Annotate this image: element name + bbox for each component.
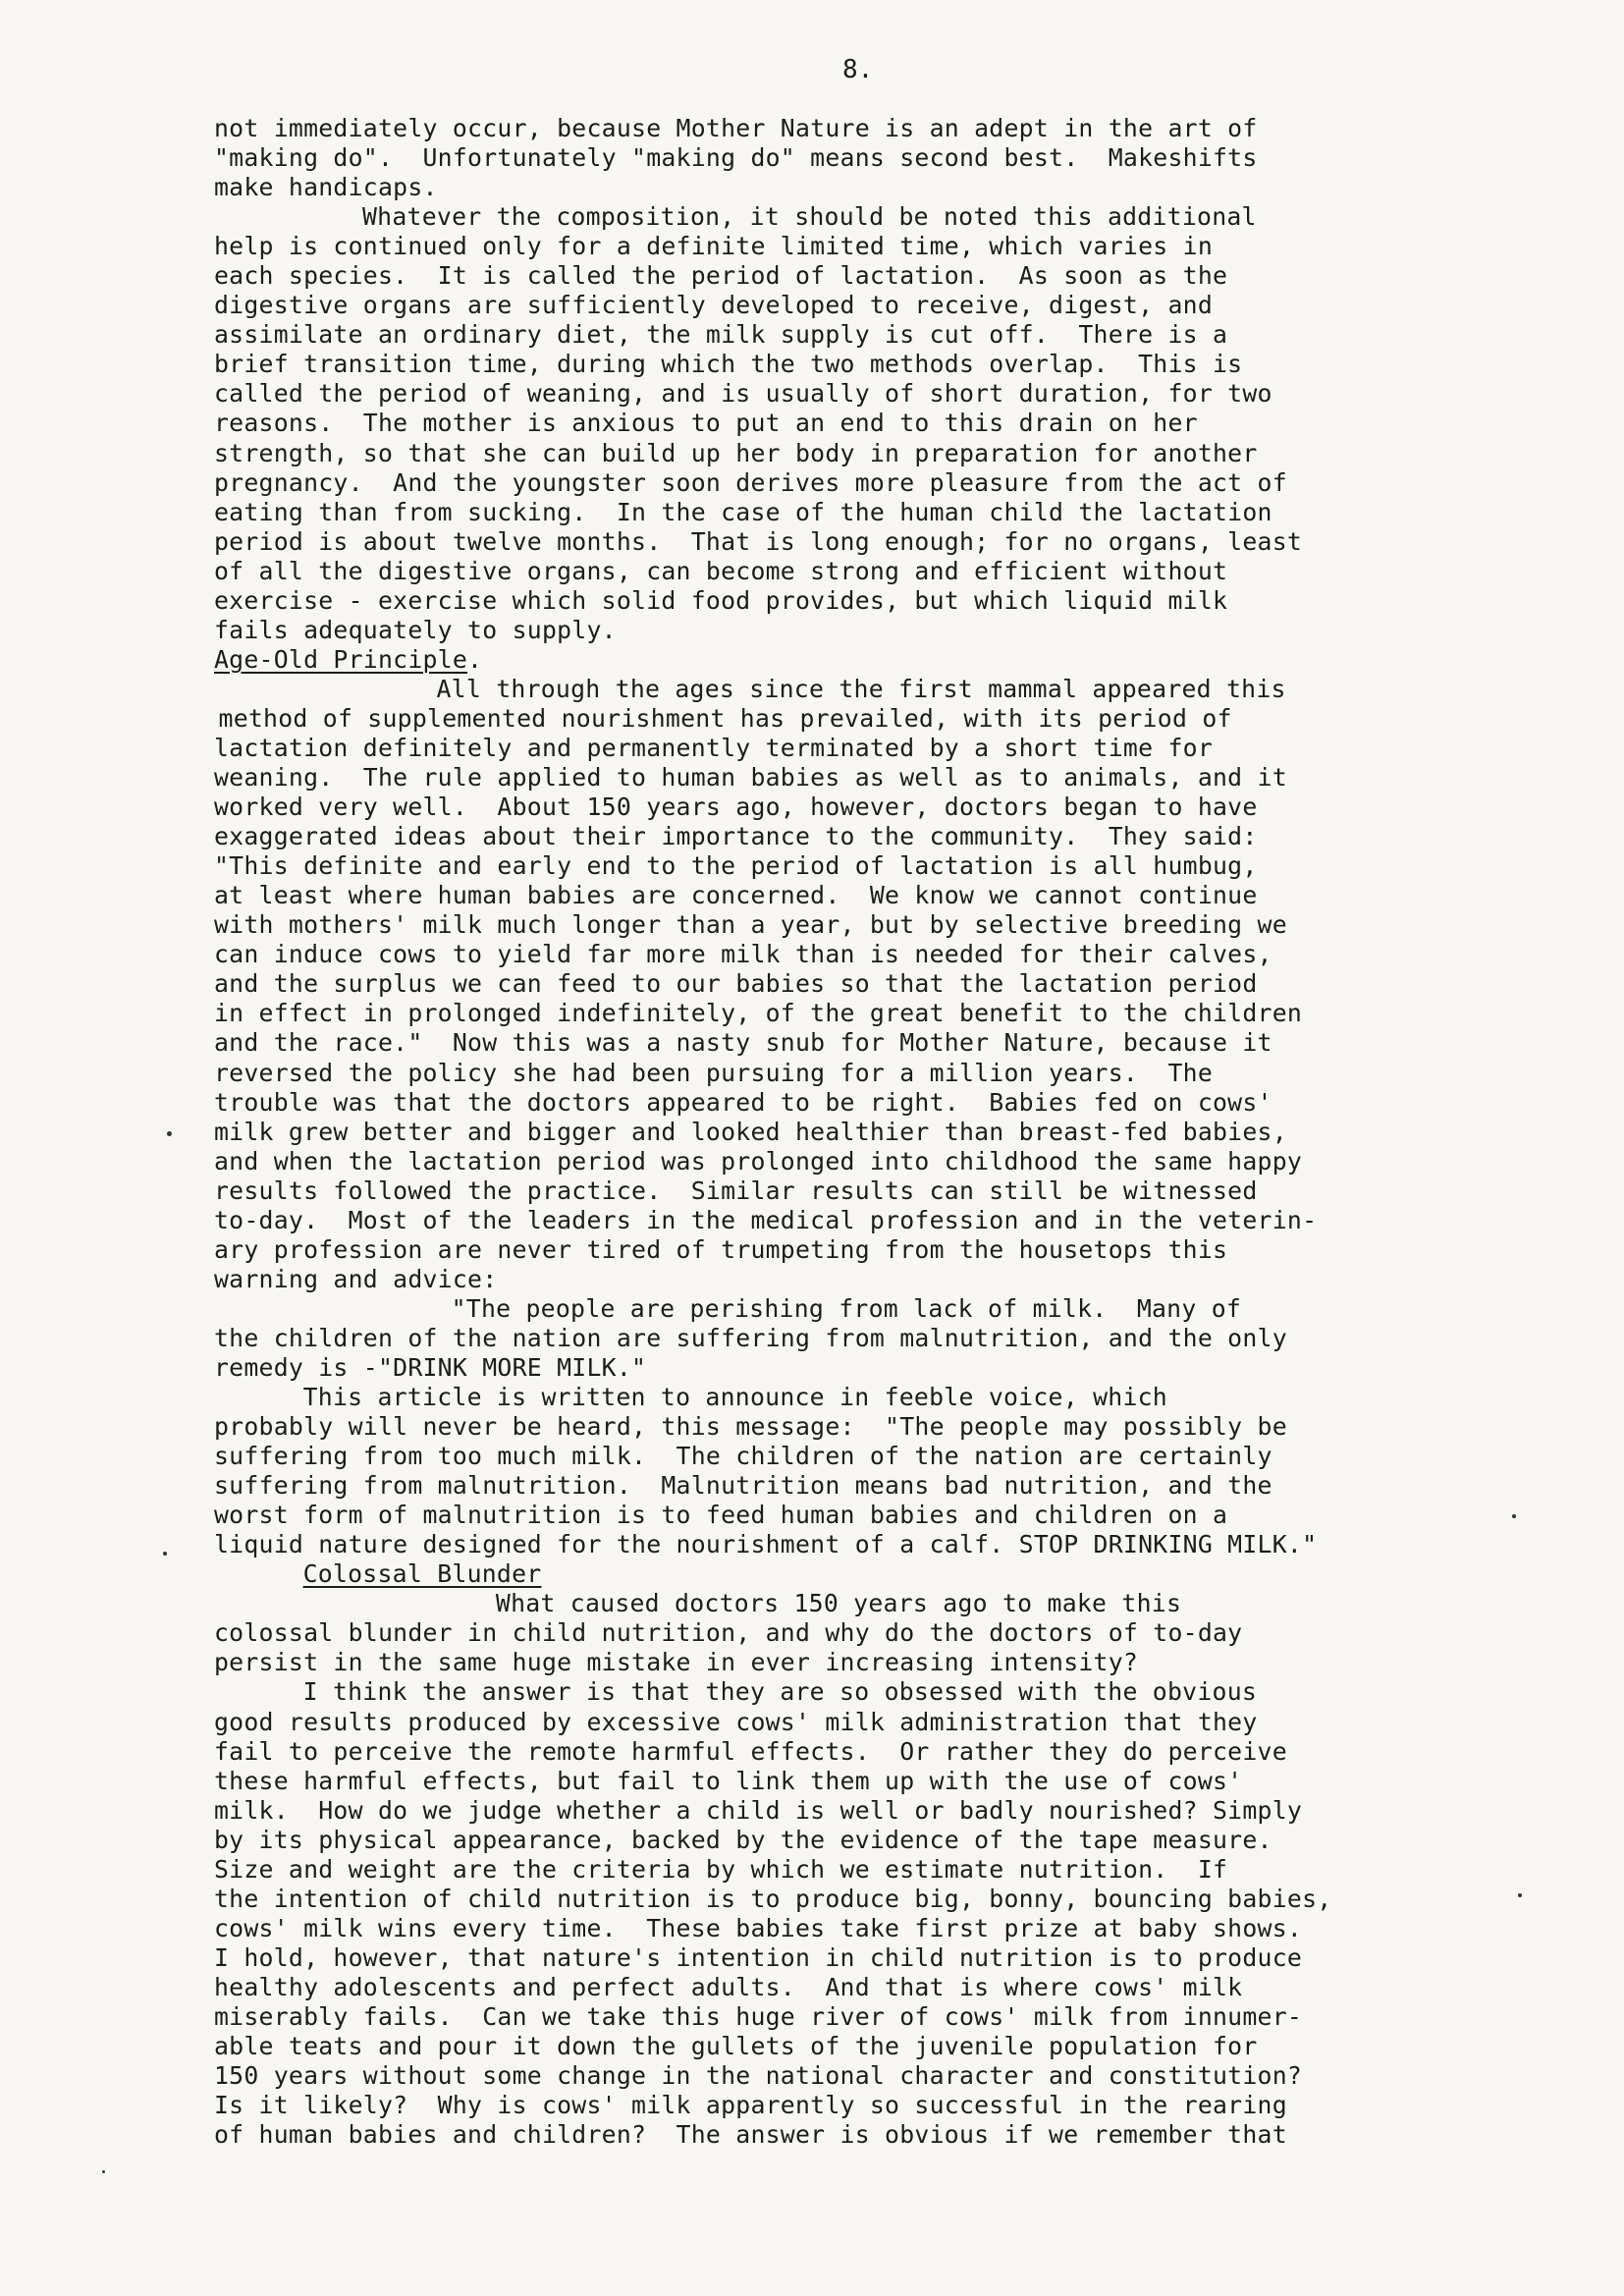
text-line: the children of the nation are suffering from malnutrition, and the only (214, 1323, 1287, 1352)
text-line: and the surplus we can feed to our babies so that the lactation period (214, 969, 1258, 999)
text-line: each species. It is called the period of lactation. As soon as the (214, 261, 1228, 291)
text-line: weaning. The rule applied to human babies as well as to animals, and it (214, 763, 1287, 793)
text-line: brief transition time, during which the two methods overlap. This is (214, 350, 1243, 379)
text-line: Size and weight are the criteria by which we estimate nutrition. If (214, 1854, 1228, 1884)
text-line: exercise - exercise which solid food provides, but which liquid milk (214, 585, 1228, 615)
text-line: digestive organs are sufficiently developed to receive, digest, and (214, 291, 1213, 320)
text-line: suffering from malnutrition. Malnutrition means bad nutrition, and the (214, 1471, 1272, 1501)
text-line: able teats and pour it down the gullets of the juvenile population for (214, 2032, 1258, 2061)
text-line: by its physical appearance, backed by the evidence of the tape measure. (214, 1825, 1272, 1854)
text-line: healthy adolescents and perfect adults. And that is where cows' milk (214, 1972, 1243, 2001)
text-line: results followed the practice. Similar results can still be witnessed (214, 1175, 1258, 1205)
heading-text: Colossal Blunder (302, 1559, 542, 1589)
text-line: remedy is -"DRINK MORE MILK." (214, 1352, 647, 1382)
heading-text: Age-Old Principle (214, 644, 468, 674)
text-line: ary profession are never tired of trumpeting from the housetops this (214, 1234, 1228, 1264)
text-line: lactation definitely and permanently terminated by a short time for (214, 733, 1213, 762)
text-line: of all the digestive organs, can become strong and efficient without (214, 556, 1228, 585)
text-line: 150 years without some change in the national character and constitution? (214, 2061, 1303, 2091)
text-line: This article is written to announce in feeble voice, which (302, 1383, 1167, 1412)
text-line: "making do". Unfortunately "making do" means second best. Makeshifts (214, 143, 1258, 173)
scan-speck (167, 1131, 172, 1136)
text-line: colossal blunder in child nutrition, and why do the doctors of to-day (214, 1618, 1243, 1648)
text-line: strength, so that she can build up her body in preparation for another (214, 438, 1258, 467)
text-line: milk grew better and bigger and looked healthier than breast-fed babies, (214, 1117, 1287, 1146)
text-line: What caused doctors 150 years ago to make this (495, 1589, 1182, 1618)
text-line: and when the lactation period was prolonged into childhood the same happy (214, 1146, 1303, 1175)
text-line: exaggerated ideas about their importance to the community. They said: (214, 822, 1258, 851)
text-line: with mothers' milk much longer than a year, but by selective breeding we (214, 910, 1287, 940)
text-line: worst form of malnutrition is to feed human babies and children on a (214, 1501, 1228, 1530)
text-line: these harmful effects, but fail to link them up with the use of cows' (214, 1766, 1243, 1795)
scan-speck (1512, 1514, 1516, 1518)
text-line: probably will never be heard, this message: "The people may possibly be (214, 1412, 1287, 1442)
text-line: at least where human babies are concerned. We know we cannot continue (214, 881, 1258, 910)
text-line: I hold, however, that nature's intention in child nutrition is to produce (214, 1942, 1303, 1972)
text-line: trouble was that the doctors appeared to be right. Babies fed on cows' (214, 1087, 1272, 1117)
text-line: "This definite and early end to the period of lactation is all humbug, (214, 851, 1258, 881)
text-line: assimilate an ordinary diet, the milk supply is cut off. There is a (214, 320, 1228, 350)
text-line: not immediately occur, because Mother Nature is an adept in the art of (214, 114, 1258, 142)
text-line: miserably fails. Can we take this huge river of cows' milk from innumer- (214, 2002, 1303, 2031)
text-line: can induce cows to yield far more milk than is needed for their calves, (214, 940, 1272, 969)
text-line: Whatever the composition, it should be noted this additional (362, 202, 1257, 232)
text-line: warning and advice: (214, 1264, 498, 1293)
text-line: Is it likely? Why is cows' milk apparently so successful in the rearing (214, 2091, 1287, 2120)
text-line: called the period of weaning, and is usually of short duration, for two (214, 379, 1272, 409)
text-line: in effect in prolonged indefinitely, of the great benefit to the children (214, 999, 1303, 1028)
text-line: to-day. Most of the leaders in the medical profession and in the veterin- (214, 1205, 1318, 1234)
heading-suffix: . (467, 644, 483, 674)
scan-speck (1518, 1893, 1522, 1897)
text-line: worked very well. About 150 years ago, however, doctors began to have (214, 793, 1258, 822)
text-line: reasons. The mother is anxious to put an end to this drain on her (214, 409, 1198, 438)
text-line: reversed the policy she had been pursuing for a million years. The (214, 1058, 1213, 1087)
text-line: persist in the same huge mistake in ever increasing intensity? (214, 1648, 1139, 1677)
text-line: eating than from sucking. In the case of the human child the lactation (214, 497, 1272, 526)
scan-speck (163, 1552, 167, 1556)
page-number: 8. (842, 55, 874, 84)
text-line: liquid nature designed for the nourishment of a calf. STOP DRINKING MILK." (214, 1530, 1318, 1559)
text-line: method of supplemented nourishment has prevailed, with its period of (218, 703, 1232, 733)
section-heading (214, 1559, 1549, 1589)
text-line: period is about twelve months. That is long enough; for no organs, least (214, 526, 1303, 556)
text-line: All through the ages since the first mammal appeared this (436, 674, 1286, 703)
scan-speck (102, 2170, 105, 2173)
text-line: of human babies and children? The answer is obvious if we remember that (214, 2120, 1287, 2150)
text-line: fail to perceive the remote harmful effects. Or rather they do perceive (214, 1736, 1287, 1766)
text-line: and the race." Now this was a nasty snub for Mother Nature, because it (214, 1028, 1272, 1058)
text-line: cows' milk wins every time. These babies take first prize at baby shows. (214, 1913, 1303, 1942)
section-heading (214, 645, 1549, 675)
document-body (214, 114, 1549, 2150)
text-line: I think the answer is that they are so obsessed with the obvious (302, 1677, 1258, 1707)
text-line: the intention of child nutrition is to produce big, bonny, bouncing babies, (214, 1884, 1332, 1913)
text-line: milk. How do we judge whether a child is well or badly nourished? Simply (214, 1795, 1303, 1825)
text-line: suffering from too much milk. The children of the nation are certainly (214, 1442, 1272, 1471)
text-line: good results produced by excessive cows' milk administration that they (214, 1707, 1258, 1736)
text-line: "The people are perishing from lack of milk. Many of (451, 1293, 1242, 1323)
text-line: help is continued only for a definite limited time, which varies in (214, 232, 1213, 261)
text-line: make handicaps. (214, 173, 438, 202)
text-line: fails adequately to supply. (214, 615, 617, 644)
text-line: pregnancy. And the youngster soon derives more pleasure from the act of (214, 467, 1287, 497)
